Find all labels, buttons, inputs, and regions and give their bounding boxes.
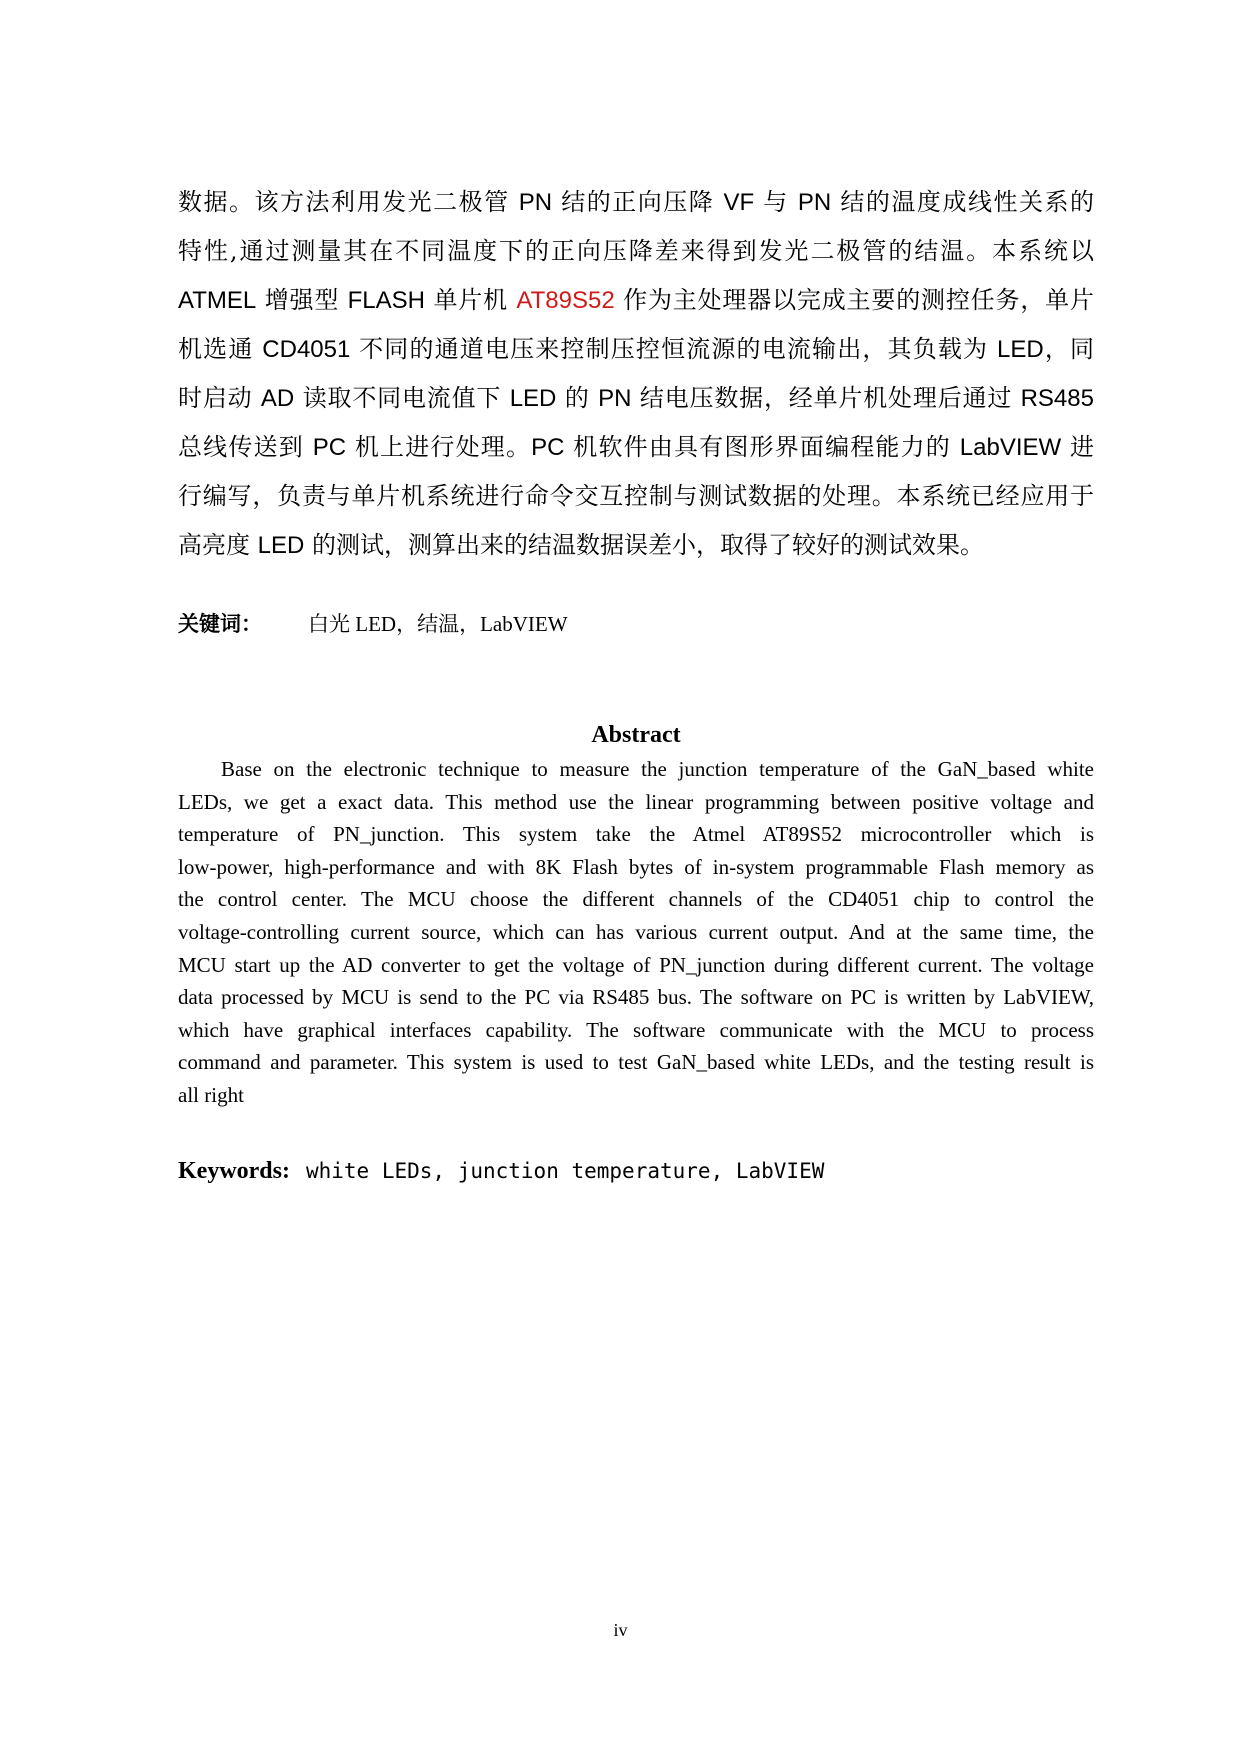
abstract-heading: Abstract bbox=[591, 722, 681, 748]
chinese-keywords-value: 白光 LED，结温，LabVIEW bbox=[308, 612, 568, 636]
abstract-line: voltage-controlling current source, which can has various current output. And at the same time, the bbox=[178, 919, 1094, 944]
abstract-line: all right bbox=[178, 1082, 244, 1107]
cn-line-5: 时启动 AD 读取不同电流值下 LED 的 PN 结电压数据，经单片机处理后通过 RS485 bbox=[178, 384, 1094, 412]
abstract-line: command and parameter. This system is used to test GaN_based white LEDs, and the testing result is bbox=[178, 1050, 1094, 1075]
cn-line-1: 数据。该方法利用发光二极管 PN 结的正向压降 VF 与 PN 结的温度成线性关系的 bbox=[178, 188, 1094, 216]
abstract-line: temperature of PN_junction. This system take the Atmel AT89S52 microcontroller which is bbox=[178, 822, 1094, 847]
cn-line-3: ATMEL 增强型 FLASH 单片机 AT89S52 作为主处理器以完成主要的测控任务，单片 bbox=[178, 286, 1094, 314]
keywords-label: Keywords: bbox=[178, 1158, 290, 1184]
chinese-keywords bbox=[178, 609, 1094, 639]
highlighted-chip-name: AT89S52 bbox=[516, 287, 615, 314]
cn-line-2: 特性,通过测量其在不同温度下的正向压降差来得到发光二极管的结温。本系统以 bbox=[178, 237, 1094, 265]
abstract-line: data processed by MCU is send to the PC via RS485 bus. The software on PC is written by LabVIEW, bbox=[178, 985, 1094, 1010]
cn-line-4: 机选通 CD4051 不同的通道电压来控制压控恒流源的电流输出，其负载为 LED，同 bbox=[178, 335, 1094, 363]
abstract-paragraph bbox=[178, 753, 1094, 1112]
page-number: iv bbox=[613, 1620, 628, 1640]
abstract-line: MCU start up the AD converter to get the voltage of PN_junction during different current. The voltage bbox=[178, 952, 1094, 977]
abstract-line: the control center. The MCU choose the different channels of the CD4051 chip to control the bbox=[178, 887, 1094, 912]
abstract-line: low-power, high-performance and with 8K Flash bytes of in-system programmable Flash memory as bbox=[178, 854, 1094, 879]
chinese-abstract-paragraph bbox=[178, 178, 1094, 570]
abstract-line: Base on the electronic technique to measure the junction temperature of the GaN_based white bbox=[221, 757, 1094, 781]
cn-line-7: 行编写，负责与单片机系统进行命令交互控制与测试数据的处理。本系统已经应用于 bbox=[178, 482, 1094, 510]
abstract-line: LEDs, we get a exact data. This method use the linear programming between positive voltage and bbox=[178, 789, 1094, 814]
cn-line-6: 总线传送到 PC 机上进行处理。PC 机软件由具有图形界面编程能力的 LabVIEW 进 bbox=[178, 433, 1094, 461]
english-keywords bbox=[178, 1155, 1094, 1190]
cn-line-8: 高亮度 LED 的测试，测算出来的结温数据误差小，取得了较好的测试效果。 bbox=[178, 531, 984, 559]
chinese-keywords-label: 关键词： bbox=[178, 612, 262, 636]
abstract-line: which have graphical interfaces capability. The software communicate with the MCU to process bbox=[178, 1017, 1094, 1042]
keywords-value: white LEDs, junction temperature, LabVIEW bbox=[305, 1159, 825, 1183]
